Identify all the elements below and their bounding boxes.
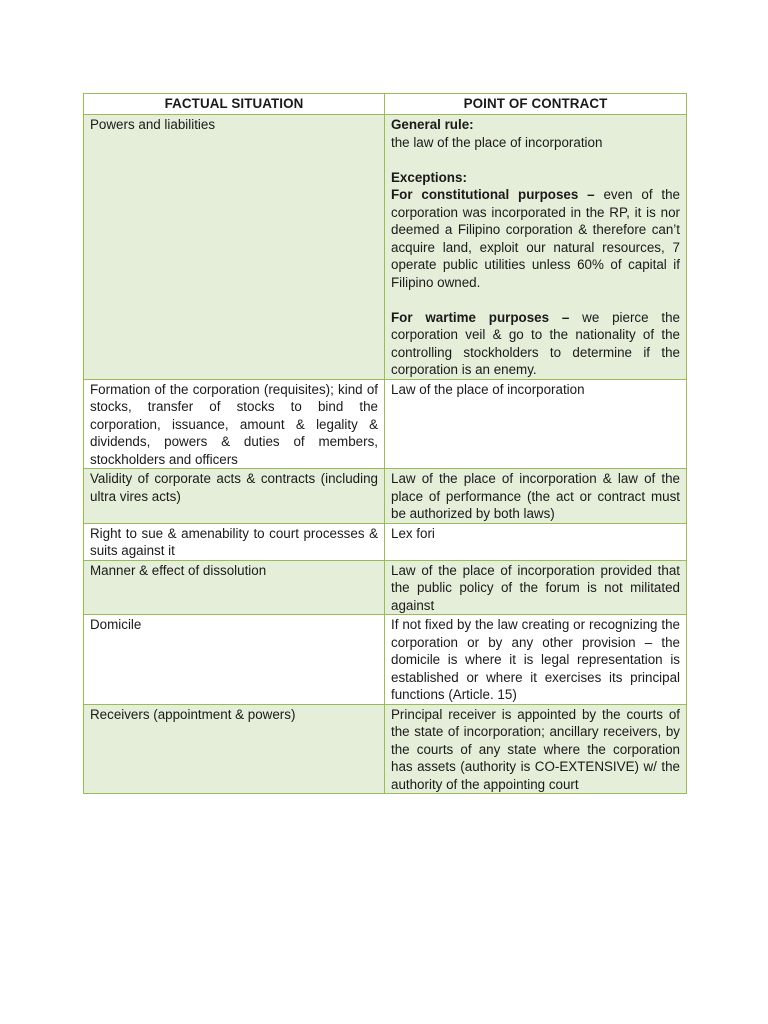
table-row [84,469,687,524]
exception-constitutional-label: For constitutional purposes – [391,187,595,202]
point-cell: Principal receiver is appointed by the courts of the state of incorporation; ancillary receivers, by the courts of any state where the corporation has assets (authority is CO-EXTENSIVE) w/ the authority of the appointing court [385,704,687,794]
exception-constitutional-text: even of the corporation was incorporated in the RP, it is nor deemed a Filipino corporation & therefore can’t acquire land, exploit our natural resources, 7 operate public utilities unless 60% of capital if Filipino owned. [391,187,680,290]
conflict-of-laws-table [83,93,687,794]
exception-constitutional [391,186,680,291]
factual-cell: Right to sue & amenability to court processes & suits against it [84,523,385,560]
table-row [84,615,687,705]
point-cell: Law of the place of incorporation [385,379,687,469]
exception-wartime-text: we pierce the corporation veil & go to the nationality of the controlling stockholders to determine if the corporation is an enemy. [391,309,680,377]
table-row [84,379,687,469]
factual-cell: Domicile [84,615,385,705]
table-row [84,115,687,380]
exception-wartime-label: For wartime purposes – [391,309,570,325]
factual-cell: Powers and liabilities [84,115,385,380]
point-cell [385,115,687,380]
paragraph-gap [391,291,680,309]
factual-cell: Validity of corporate acts & contracts (including ultra vires acts) [84,469,385,524]
exceptions-label: Exceptions: [391,169,467,185]
general-rule-text: the law of the place of incorporation [391,134,603,150]
factual-cell: Receivers (appointment & powers) [84,704,385,794]
table-row [84,560,687,615]
table-row [84,523,687,560]
general-rule-label: General rule: [391,117,474,132]
factual-cell: Manner & effect of dissolution [84,560,385,615]
paragraph-gap [391,151,680,169]
point-cell: Lex fori [385,523,687,560]
factual-cell: Formation of the corporation (requisites); kind of stocks, transfer of stocks to bind the corporation, issuance, amount & legality & dividends, powers & duties of members, stockholders and officers [84,379,385,469]
exception-wartime [391,309,680,379]
table-row [84,704,687,794]
header-point-of-contract: POINT OF CONTRACT [385,94,687,115]
table-header-row [84,94,687,115]
point-cell: If not fixed by the law creating or recognizing the corporation or by any other provision – the domicile is where it is legal representation is established or where it exercises its principal functions (Article. 15) [385,615,687,705]
header-factual-situation: FACTUAL SITUATION [84,94,385,115]
point-cell: Law of the place of incorporation provided that the public policy of the forum is not militated against [385,560,687,615]
point-cell: Law of the place of incorporation & law of the place of performance (the act or contract must be authorized by both laws) [385,469,687,524]
